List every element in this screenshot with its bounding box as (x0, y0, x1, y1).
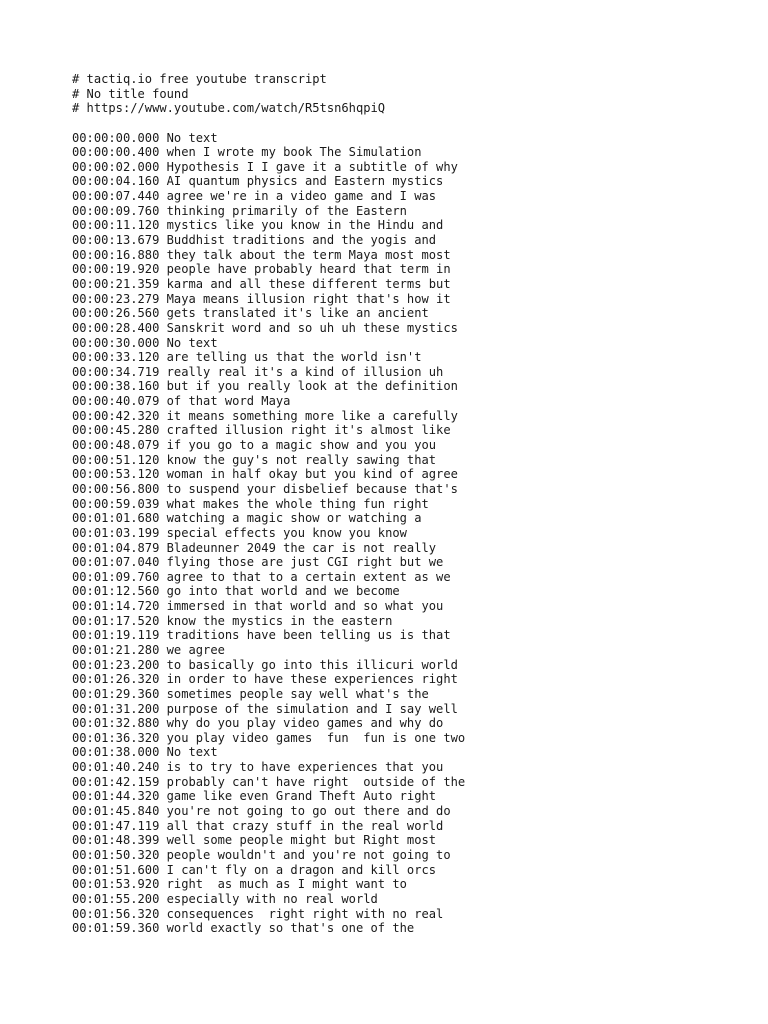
caption-text: you play video games fun fun is one two (166, 730, 466, 745)
timestamp: 00:01:44.320 (72, 789, 160, 804)
caption-text: Hypothesis I I gave it a subtitle of why (166, 159, 458, 174)
caption-text: woman in half okay but you kind of agree (166, 467, 458, 482)
caption-text: all that crazy stuff in the real world (166, 818, 444, 833)
timestamp: 00:00:09.760 (72, 203, 160, 218)
timestamp: 00:00:00.400 (72, 145, 160, 160)
timestamp: 00:01:26.320 (72, 672, 160, 687)
transcript-line (72, 907, 752, 922)
caption-text: No text (166, 130, 218, 145)
transcript-header (72, 72, 752, 116)
caption-text: know the mystics in the eastern (166, 613, 393, 628)
transcript-line (72, 760, 752, 775)
transcript-line (72, 365, 752, 380)
caption-text: people wouldn't and you're not going to (166, 847, 451, 862)
transcript-line (72, 277, 752, 292)
transcript-line (72, 775, 752, 790)
timestamp: 00:01:21.280 (72, 642, 160, 657)
caption-text: crafted illusion right it's almost like (166, 423, 451, 438)
transcript-line (72, 687, 752, 702)
transcript-line (72, 584, 752, 599)
caption-text: if you go to a magic show and you you (166, 438, 437, 453)
transcript-line (72, 379, 752, 394)
timestamp: 00:01:40.240 (72, 760, 160, 775)
transcript-line (72, 218, 752, 233)
caption-text: thinking primarily of the Eastern (166, 203, 407, 218)
transcript-line (72, 423, 752, 438)
transcript-line (72, 262, 752, 277)
transcript-line (72, 702, 752, 717)
caption-text: but if you really look at the definition (166, 379, 458, 394)
caption-text: mystics like you know in the Hindu and (166, 218, 444, 233)
caption-text: No text (166, 745, 218, 760)
timestamp: 00:01:03.199 (72, 525, 160, 540)
timestamp: 00:00:13.679 (72, 233, 160, 248)
caption-text: it means something more like a carefully (166, 408, 458, 423)
transcript-line (72, 292, 752, 307)
caption-text: are telling us that the world isn't (166, 350, 422, 365)
timestamp: 00:00:00.000 (72, 130, 160, 145)
transcript-line (72, 336, 752, 351)
timestamp: 00:01:09.760 (72, 569, 160, 584)
caption-text: Maya means illusion right that's how it (166, 291, 451, 306)
transcript-line (72, 438, 752, 453)
caption-text: go into that world and we become (166, 584, 400, 599)
transcript-line (72, 541, 752, 556)
transcript-line (72, 511, 752, 526)
caption-text: No text (166, 335, 218, 350)
transcript-line (72, 497, 752, 512)
header-line: # https://www.youtube.com/watch/R5tsn6hqpiQ (72, 101, 386, 116)
transcript-line (72, 921, 752, 936)
transcript-line (72, 321, 752, 336)
transcript-line (72, 248, 752, 263)
caption-text: well some people might but Right most (166, 833, 437, 848)
transcript-line (72, 745, 752, 760)
caption-text: what makes the whole thing fun right (166, 496, 429, 511)
transcript-lines (72, 131, 752, 936)
timestamp: 00:00:53.120 (72, 467, 160, 482)
transcript-line (72, 394, 752, 409)
timestamp: 00:00:04.160 (72, 174, 160, 189)
timestamp: 00:00:07.440 (72, 189, 160, 204)
timestamp: 00:01:50.320 (72, 847, 160, 862)
transcript-line (72, 848, 752, 863)
timestamp: 00:01:45.840 (72, 804, 160, 819)
caption-text: you're not going to go out there and do (166, 804, 451, 819)
timestamp: 00:00:45.280 (72, 423, 160, 438)
transcript-line (72, 628, 752, 643)
timestamp: 00:01:36.320 (72, 730, 160, 745)
caption-text: world exactly so that's one of the (166, 921, 415, 936)
transcript-line (72, 570, 752, 585)
timestamp: 00:00:26.560 (72, 306, 160, 321)
transcript-line (72, 204, 752, 219)
timestamp: 00:01:32.880 (72, 716, 160, 731)
transcript-line (72, 526, 752, 541)
caption-text: Sanskrit word and so uh uh these mystics (166, 320, 458, 335)
caption-text: we agree (166, 642, 225, 657)
timestamp: 00:01:55.200 (72, 891, 160, 906)
transcript-line (72, 877, 752, 892)
caption-text: to basically go into this illicuri world (166, 657, 458, 672)
timestamp: 00:01:59.360 (72, 921, 160, 936)
timestamp: 00:01:17.520 (72, 613, 160, 628)
transcript-line (72, 453, 752, 468)
transcript-line (72, 555, 752, 570)
caption-text: consequences right right with no real (166, 906, 444, 921)
transcript-line (72, 863, 752, 878)
timestamp: 00:01:07.040 (72, 555, 160, 570)
transcript-line (72, 672, 752, 687)
timestamp: 00:01:12.560 (72, 584, 160, 599)
header-spacer (72, 116, 752, 131)
caption-text: gets translated it's like an ancient (166, 306, 429, 321)
caption-text: why do you play video games and why do (166, 716, 444, 731)
timestamp: 00:00:11.120 (72, 218, 160, 233)
timestamp: 00:01:47.119 (72, 818, 160, 833)
timestamp: 00:00:23.279 (72, 291, 160, 306)
timestamp: 00:01:31.200 (72, 701, 160, 716)
timestamp: 00:00:30.000 (72, 335, 160, 350)
transcript-line (72, 804, 752, 819)
caption-text: of that word Maya (166, 394, 291, 409)
caption-text: they talk about the term Maya most most (166, 247, 451, 262)
caption-text: watching a magic show or watching a (166, 511, 422, 526)
caption-text: agree to that to a certain extent as we (166, 569, 451, 584)
timestamp: 00:01:14.720 (72, 599, 160, 614)
timestamp: 00:00:48.079 (72, 438, 160, 453)
transcript-line (72, 819, 752, 834)
caption-text: really real it's a kind of illusion uh (166, 364, 444, 379)
transcript-line (72, 160, 752, 175)
timestamp: 00:01:42.159 (72, 774, 160, 789)
timestamp: 00:00:56.800 (72, 481, 160, 496)
timestamp: 00:00:40.079 (72, 394, 160, 409)
transcript-line (72, 731, 752, 746)
timestamp: 00:01:19.119 (72, 628, 160, 643)
timestamp: 00:00:16.880 (72, 247, 160, 262)
caption-text: immersed in that world and so what you (166, 599, 444, 614)
caption-text: to suspend your disbelief because that's (166, 481, 458, 496)
transcript-line (72, 145, 752, 160)
caption-text: sometimes people say well what's the (166, 686, 429, 701)
transcript-document (72, 72, 752, 936)
timestamp: 00:01:38.000 (72, 745, 160, 760)
transcript-line (72, 643, 752, 658)
transcript-line (72, 306, 752, 321)
timestamp: 00:01:23.200 (72, 657, 160, 672)
caption-text: I can't fly on a dragon and kill orcs (166, 862, 437, 877)
timestamp: 00:01:29.360 (72, 686, 160, 701)
caption-text: in order to have these experiences right (166, 672, 458, 687)
caption-text: know the guy's not really sawing that (166, 452, 437, 467)
header-line: # No title found (72, 86, 189, 101)
caption-text: is to try to have experiences that you (166, 760, 444, 775)
timestamp: 00:00:02.000 (72, 159, 160, 174)
caption-text: purpose of the simulation and I say well (166, 701, 458, 716)
caption-text: Bladeunner 2049 the car is not really (166, 540, 437, 555)
caption-text: when I wrote my book The Simulation (166, 145, 422, 160)
timestamp: 00:00:21.359 (72, 276, 160, 291)
caption-text: people have probably heard that term in (166, 262, 451, 277)
transcript-line (72, 789, 752, 804)
transcript-line (72, 131, 752, 146)
header-line: # tactiq.io free youtube transcript (72, 72, 327, 86)
timestamp: 00:00:19.920 (72, 262, 160, 277)
transcript-line (72, 174, 752, 189)
transcript-line (72, 482, 752, 497)
timestamp: 00:01:48.399 (72, 833, 160, 848)
timestamp: 00:00:59.039 (72, 496, 160, 511)
timestamp: 00:01:01.680 (72, 511, 160, 526)
transcript-line (72, 658, 752, 673)
caption-text: Buddhist traditions and the yogis and (166, 233, 437, 248)
transcript-line (72, 233, 752, 248)
timestamp: 00:01:51.600 (72, 862, 160, 877)
timestamp: 00:00:33.120 (72, 350, 160, 365)
transcript-line (72, 833, 752, 848)
caption-text: traditions have been telling us is that (166, 628, 451, 643)
timestamp: 00:00:28.400 (72, 320, 160, 335)
transcript-line (72, 467, 752, 482)
timestamp: 00:00:42.320 (72, 408, 160, 423)
timestamp: 00:01:04.879 (72, 540, 160, 555)
caption-text: right as much as I might want to (166, 877, 407, 892)
caption-text: game like even Grand Theft Auto right (166, 789, 437, 804)
timestamp: 00:00:34.719 (72, 364, 160, 379)
transcript-line (72, 350, 752, 365)
caption-text: probably can't have right outside of the (166, 774, 466, 789)
caption-text: karma and all these different terms but (166, 276, 451, 291)
transcript-line (72, 189, 752, 204)
caption-text: flying those are just CGI right but we (166, 555, 444, 570)
caption-text: agree we're in a video game and I was (166, 189, 437, 204)
timestamp: 00:00:51.120 (72, 452, 160, 467)
transcript-line (72, 409, 752, 424)
caption-text: AI quantum physics and Eastern mystics (166, 174, 444, 189)
transcript-line (72, 892, 752, 907)
timestamp: 00:01:56.320 (72, 906, 160, 921)
timestamp: 00:01:53.920 (72, 877, 160, 892)
transcript-line (72, 716, 752, 731)
transcript-line (72, 599, 752, 614)
caption-text: especially with no real world (166, 891, 378, 906)
caption-text: special effects you know you know (166, 525, 407, 540)
timestamp: 00:00:38.160 (72, 379, 160, 394)
transcript-line (72, 614, 752, 629)
